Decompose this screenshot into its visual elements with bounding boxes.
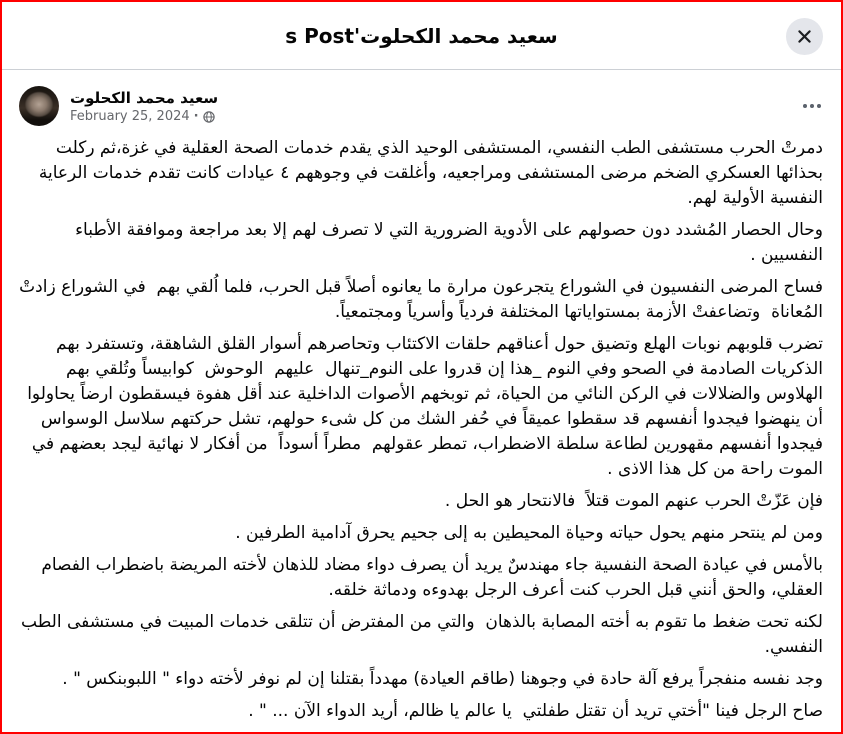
dot-icon [810, 104, 814, 108]
date-separator: · [193, 109, 199, 124]
post-timestamp[interactable] [70, 108, 218, 125]
post-paragraph: ومن لم ينتحر منهم يحول حياته وحياة المحيطين به إلى جحيم يحرق آدامية الطرفين . [235, 523, 823, 543]
post-paragraph: فساح المرضى النفسيون في الشوراع يتجرعون مرارة ما يعانوه أصلاً قبل الحرب، فلما اُلقي بهم في الشوراع زادتْ المُعاناة وتضاعفتْ الأزمة بمستواياتها المختلفة فردياً وأسرياً ومجتمعياً. [13, 277, 823, 322]
dialog-title: سعيد محمد الكحلوت's Post [285, 23, 558, 48]
author-name[interactable]: سعيد محمد الكحلوت [70, 89, 219, 107]
dialog-titlebar [2, 2, 841, 70]
post-paragraph: وجد نفسه منفجراً يرفع آلة حادة في وجوهنا (طاقم العيادة) مهدداً بقتلنا إن لم نوفر لأخته دواء " اللبوبنكس " . [62, 669, 823, 689]
avatar[interactable] [19, 86, 59, 126]
post-paragraph: بالأمس في عيادة الصحة النفسية جاء مهندسٌ يريد أن يصرف دواء مضاد للذهان لأخته المريضة باضطراب الفصام العقلي، والحق أنني قبل الحرب كنت أعرف الرجل بهدوءه ودماثة خلقه. [35, 555, 823, 600]
dot-icon [803, 104, 807, 108]
close-button[interactable] [786, 18, 823, 55]
dot-icon [817, 104, 821, 108]
post-date[interactable]: February 25, 2024 [70, 109, 190, 124]
more-options-button[interactable] [799, 96, 825, 116]
post-header-meta [70, 86, 218, 125]
post-text [2, 126, 841, 724]
close-icon [796, 28, 813, 45]
globe-icon [203, 111, 215, 123]
post-paragraph: صاح الرجل فينا "أختي تريد أن تقتل طفلتي يا عالم يا ظالم، أريد الدواء الآن ... " . [248, 701, 823, 721]
post-header [2, 70, 841, 126]
post-paragraph: دمرتْ الحرب مستشفى الطب النفسي، المستشفى الوحيد الذي يقدم خدمات الصحة العقلية في غزة،ثم ركلت بحذائها العسكري الضخم مرضى المستشفى ومراجعيه، وأغلقت في وجوههم ٤ عيادات كانت تقدم خدمات الرعاية النفسية الأولية لهم. [33, 138, 823, 208]
post-paragraph: تضرب قلوبهم نوبات الهلع وتضيق حول أعناقهم حلقات الاكتئاب وتحاصرهم أسوار القلق الشاهقة، وتستفرد بهم الذكريات الصادمة في الصحو وفي النوم _هذا إن قدروا على النوم_تنهال عليهم الوحوش كوابيساً وتُلقي بهم الهلاوس والضلالات في الركن النائي من الحياة، ثم توبخهم الأصوات الداخلية عند أقل هفوة فيسقطون ارضاً يحاولوا أن ينهضوا فيجدوا أنفسهم قد سقطوا عميقاً في حُفر الشك من كل شىء حولهم، تشل حركتهم سلاسل الوسواس فيجدوا أنفسهم مقهورين لطاعة سلطة الاضطراب، تمطر عقولهم مطراً أسوداً من أفكار لا نهائية ليجد بعضهم في الموت راحة من كل هذا الاذى . [21, 334, 823, 479]
post-paragraph: فإن عَزّتْ الحرب عنهم الموت قتلاً فالانتحار هو الحل . [444, 491, 823, 511]
post-paragraph: لكنه تحت ضغط ما تقوم به أخته المصابة بالذهان والتي من المفترض أن تتلقى خدمات المبيت في مستشفى الطب النفسي. [15, 612, 823, 657]
post-paragraph: وحال الحصار المُشدد دون حصولهم على الأدوية الضرورية التي لا تصرف لهم إلا بعد مراجعة وموافقة الأطباء النفسيين . [69, 220, 823, 265]
